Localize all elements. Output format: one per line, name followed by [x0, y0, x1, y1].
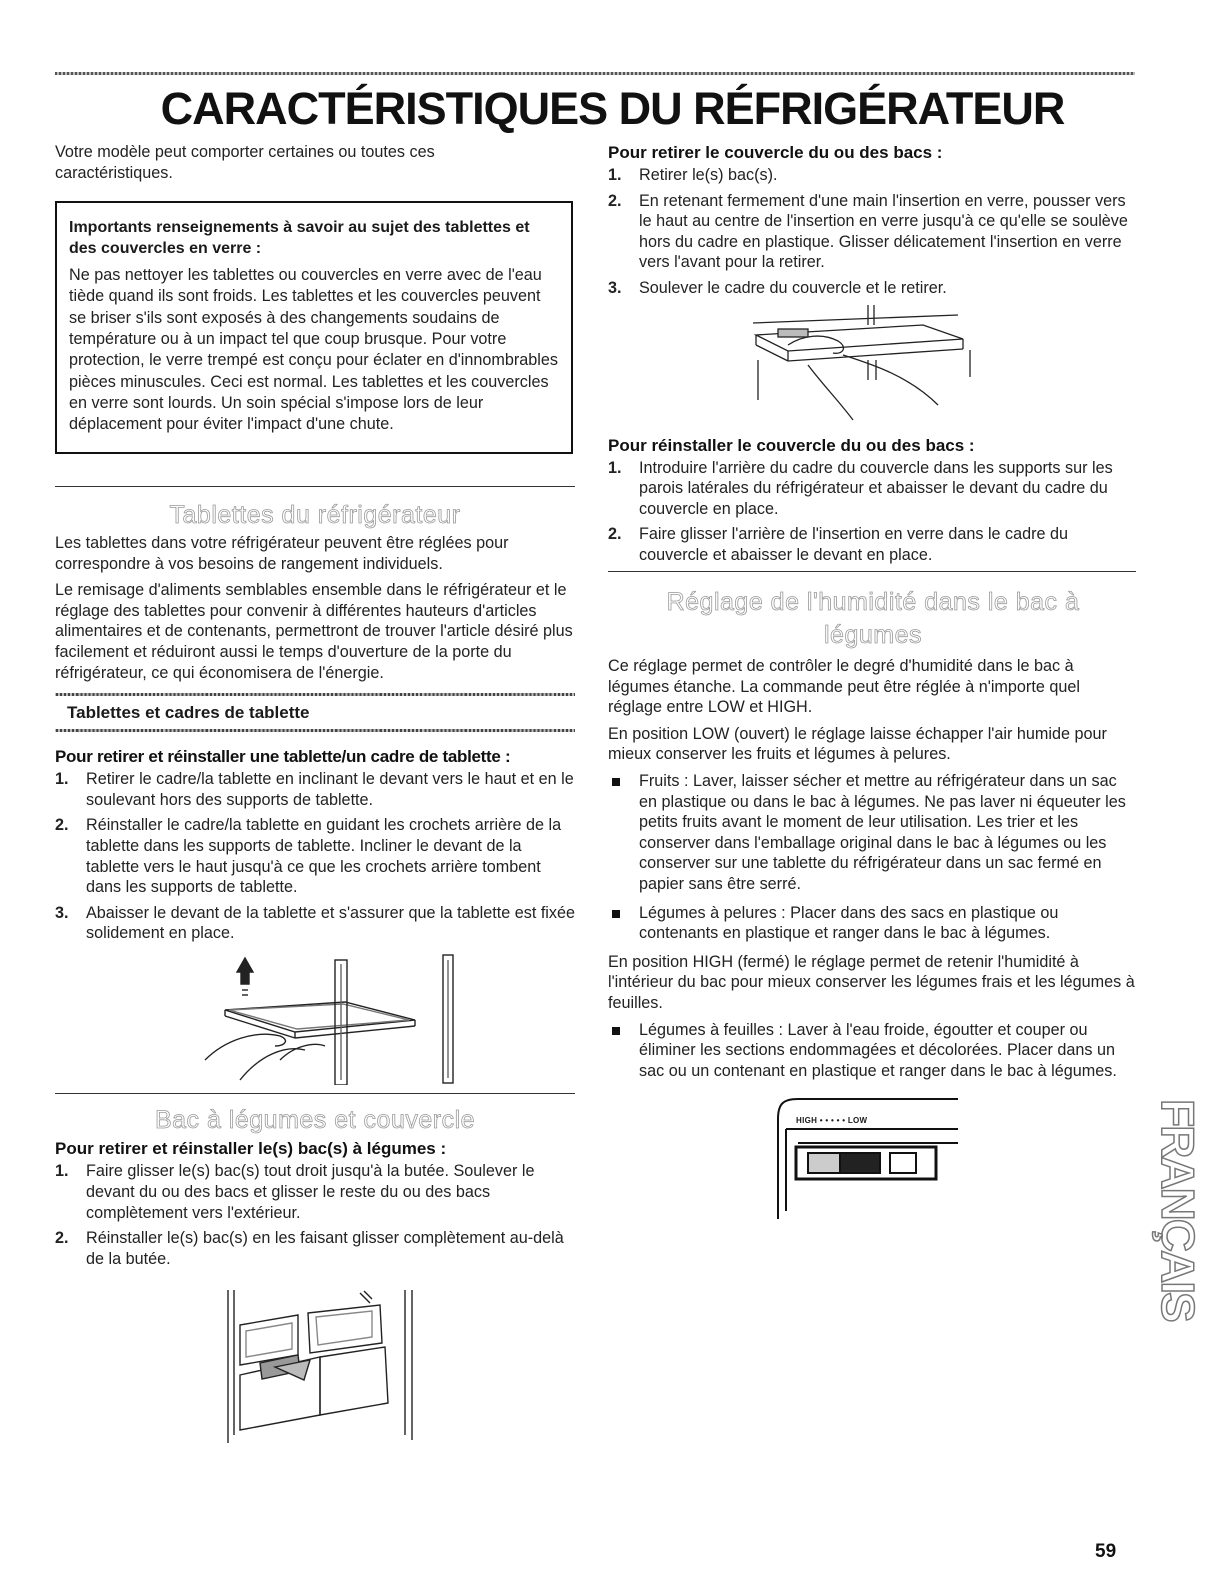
humidity-control-drawing	[768, 1089, 968, 1219]
section-title-crisper: Bac à légumes et couvercle	[154, 1106, 476, 1135]
section-rule	[608, 571, 1136, 573]
humidity-paragraph-2: En position LOW (ouvert) le réglage laisse échapper l'air humide pour mieux conserver les fruits et légumes à pelures.	[608, 724, 1107, 764]
cover-removal-illustration	[748, 305, 978, 425]
cover-remove-steps	[608, 165, 1136, 299]
notice-heading: Importants renseignements à savoir au sujet des tablettes et des couvercles en verre :	[69, 219, 530, 258]
low-setting-bullets	[608, 771, 1136, 944]
section-title-shelves: Tablettes du réfrigérateur	[169, 501, 461, 530]
page-title: CARACTÉRISTIQUES DU RÉFRIGÉRATEUR	[160, 83, 1065, 134]
top-rule	[55, 72, 1135, 75]
humidity-control-illustration	[768, 1089, 968, 1219]
section-title-humidity: Réglage de l'humidité dans le bac à légumes	[666, 588, 1080, 650]
list-item: Légumes à pelures : Placer dans des sacs en plastique ou contenants en plastique et ranger dans le bac à légumes.	[608, 903, 1136, 944]
list-item: 3. Soulever le cadre du couvercle et le retirer.	[608, 278, 947, 297]
notice-body: Ne pas nettoyer les tablettes ou couvercles en verre avec de l'eau tiède quand ils sont froids. Les tablettes et les couvercles peuvent se briser s'ils sont exposés à des changements soudains de température ou à un impact tel que coup brusque. Pour votre protection, le verre trempé est conçu pour éclater en d'innombrables pièces minuscules. Ceci est normal. Les tablettes et les couvercles en verre sont lourds. Un soin spécial s'impose lors de leur déplacement pour éviter l'impact d'une chute.	[69, 266, 558, 434]
list-item: 2. Réinstaller le cadre/la tablette en guidant les crochets arrière de la tablette dans les supports de tablette. Incliner le devant de la tablette vers le haut jusqu'à ce que les crochets arrière tombent dans les supports de tablette.	[55, 816, 562, 897]
glass-notice-box	[55, 201, 573, 453]
bullet-icon	[612, 910, 620, 918]
left-column	[55, 142, 575, 1445]
subheading-shelves-frames: Tablettes et cadres de tablette	[55, 693, 575, 732]
language-side-tab: FRANÇAIS	[1152, 1099, 1204, 1321]
list-item: 2. Réinstaller le(s) bac(s) en les faisant glisser complètement au-delà de la butée.	[55, 1229, 564, 1268]
humidity-control-label: HIGH • • • • • LOW	[796, 1116, 868, 1126]
shelf-remove-heading: Pour retirer et réinstaller une tablette/un cadre de tablette :	[55, 747, 511, 767]
cover-remove-heading: Pour retirer le couvercle du ou des bacs :	[608, 143, 943, 162]
cover-install-steps	[608, 458, 1136, 566]
page-number: 59	[1095, 1541, 1117, 1562]
section-rule	[55, 1093, 575, 1095]
list-item: 1. Faire glisser le(s) bac(s) tout droit jusqu'à la butée. Soulever le devant du ou des bacs et glisser le reste du ou des bacs complètement vers l'extérieur.	[55, 1162, 535, 1222]
cover-install-heading: Pour réinstaller le couvercle du ou des bacs :	[608, 435, 975, 455]
humidity-paragraph-1: Ce réglage permet de contrôler le degré d'humidité dans le bac à légumes étanche. La commande peut être réglée à n'importe quel réglage entre LOW et HIGH.	[608, 657, 1080, 717]
humidity-paragraph-3: En position HIGH (fermé) le réglage permet de retenir l'humidité à l'intérieur du bac pour mieux conserver les légumes frais et les légumes à feuilles.	[608, 952, 1135, 1012]
high-setting-bullets	[608, 1020, 1136, 1082]
shelf-removal-illustration	[185, 950, 485, 1085]
list-item: 1. Retirer le(s) bac(s).	[608, 166, 778, 184]
shelves-paragraph-2: Le remisage d'aliments semblables ensemble dans le réfrigérateur et le réglage des tablettes pour convenir à différentes hauteurs d'articles alimentaires et de contenants, permettront de trouver l'article désiré plus facilement et réduiront aussi le temps d'ouverture de la porte du réfrigérateur, ce qui économisera de l'énergie.	[55, 581, 573, 682]
bullet-icon	[612, 1027, 620, 1035]
list-item: 2. En retenant fermement d'une main l'insertion en verre, pousser vers le haut au centre de l'insertion en verre jusqu'à ce qu'elle se soulève hors du cadre en plastique. Glisser délicatement l'insertion en verre vers l'avant pour la retirer.	[608, 191, 1128, 272]
list-item: 3. Abaisser le devant de la tablette et s'assurer que la tablette est fixée solidement en place.	[55, 903, 576, 943]
shelf-steps	[55, 769, 575, 944]
list-item: Légumes à feuilles : Laver à l'eau froide, égoutter et couper ou éliminer les sections endommagées et décolorées. Placer dans un sac ou un contenant en plastique et ranger dans le bac à légumes.	[608, 1020, 1136, 1082]
list-item: 1. Introduire l'arrière du cadre du couvercle dans les supports sur les parois latérales du réfrigérateur et abaisser le devant du cadre du couvercle en place.	[608, 458, 1113, 518]
list-item: Fruits : Laver, laisser sécher et mettre au réfrigérateur dans un sac en plastique ou dans le bac à légumes. Ne pas laver ni équeuter les petits fruits avant le moment de leur utilisation. Les trier et les conserver dans l'emballage original dans le bac à légumes ou les conserver sur une tablette du réfrigérateur dans un sac fermé en papier sans être serré.	[608, 771, 1136, 895]
list-item: 2. Faire glisser l'arrière de l'insertion en verre dans le cadre du couvercle et abaisser le devant en place.	[608, 525, 1069, 564]
list-item: 1. Retirer le cadre/la tablette en inclinant le devant vers le haut et en le soulevant hors des supports de tablette.	[55, 770, 574, 809]
intro-text: Votre modèle peut comporter certaines ou toutes ces caractéristiques.	[55, 143, 435, 182]
bullet-icon	[612, 778, 620, 786]
crisper-remove-heading: Pour retirer et réinstaller le(s) bac(s) à légumes :	[55, 1139, 447, 1159]
right-column	[608, 142, 1136, 1219]
section-rule	[55, 486, 575, 488]
crisper-drawer-illustration	[220, 1285, 420, 1445]
shelves-paragraph-1: Les tablettes dans votre réfrigérateur peuvent être réglées pour correspondre à vos besoins de rangement individuels.	[55, 534, 509, 573]
crisper-steps	[55, 1161, 575, 1269]
